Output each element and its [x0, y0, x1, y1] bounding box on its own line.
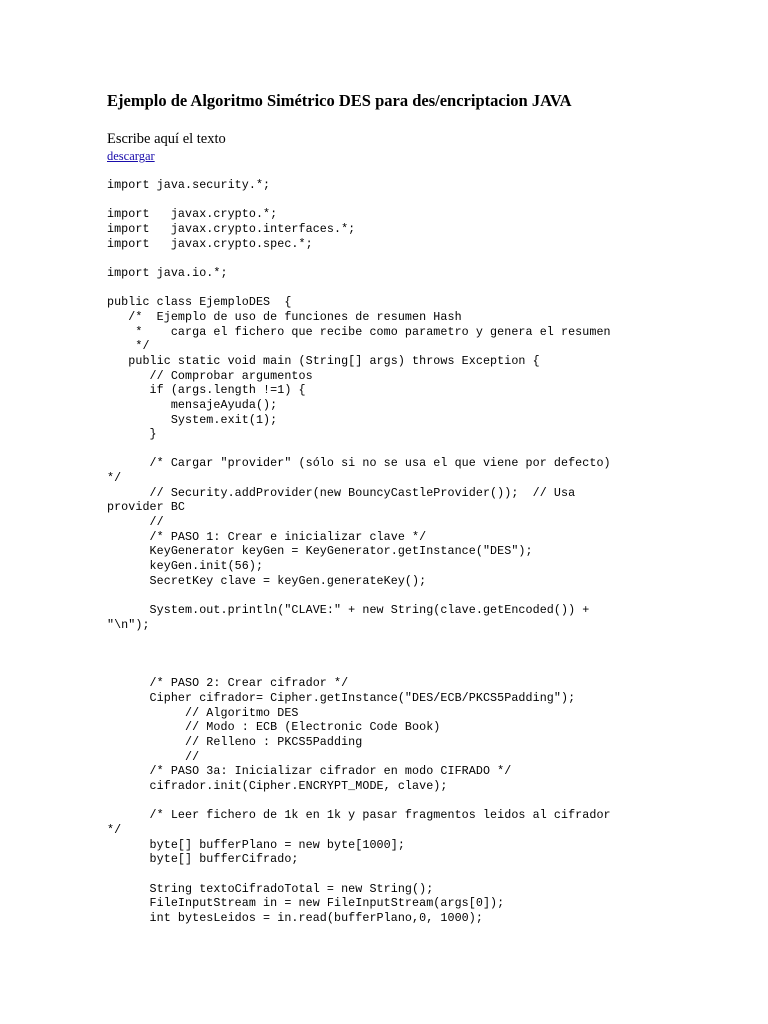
document-page: [107, 90, 747, 925]
download-link[interactable]: descargar: [107, 149, 155, 163]
document-title: Ejemplo de Algoritmo Simétrico DES para des/encriptacion JAVA: [107, 91, 572, 110]
java-code-block: import java.security.*; import javax.crypto.*; import javax.crypto.interfaces.*; import javax.crypto.spec.*; import java.io.*; public class EjemploDES { /* Ejemplo de uso de funciones de resumen Hash * carga el fichero que recibe como parametro y genera el resumen */ public static void main (String[] args) throws Exception { // Comprobar argumentos if (args.length !=1) { mensajeAyuda(); System.exit(1); } /* Cargar "provider" (sólo si no se usa el que viene por defecto) */ // Security.addProvider(new BouncyCastleProvider()); // Usa provider BC // /* PASO 1: Crear e inicializar clave */ KeyGenerator keyGen = KeyGenerator.getInstance("DES"); keyGen.init(56); SecretKey clave = keyGen.generateKey(); System.out.println("CLAVE:" + new String(clave.getEncoded()) + "\n"); /* PASO 2: Crear cifrador */ Cipher cifrador= Cipher.getInstance("DES/ECB/PKCS5Padding"); // Algoritmo DES // Modo : ECB (Electronic Code Book) // Relleno : PKCS5Padding // /* PASO 3a: Inicializar cifrador en modo CIFRADO */ cifrador.init(Cipher.ENCRYPT_MODE, clave); /* Leer fichero de 1k en 1k y pasar fragmentos leidos al cifrador */ byte[] bufferPlano = new byte[1000]; byte[] bufferCifrado; String textoCifradoTotal = new String(); FileInputStream in = new FileInputStream(args[0]); int bytesLeidos = in.read(bufferPlano,0, 1000);: [107, 178, 611, 925]
document-subtitle: Escribe aquí el texto: [107, 131, 226, 147]
